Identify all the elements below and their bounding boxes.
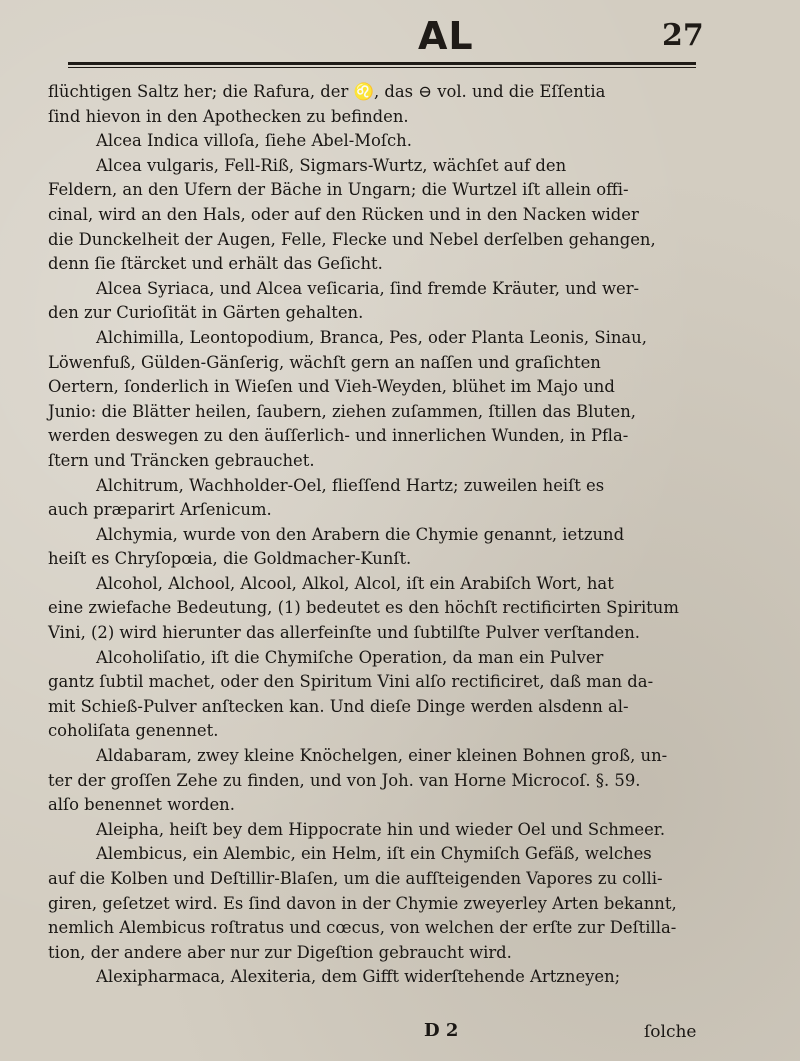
text-line: giren, geſetzet wird. Es ſind davon in der Chymie zweyerley Arten bekannt, bbox=[48, 893, 677, 913]
text-line: flüchtigen Saltz her; die Rafura, der ♌, das ⊖ vol. und die Eſſentia bbox=[48, 82, 606, 101]
header-rule bbox=[68, 62, 696, 65]
text-line: auf die Kolben und Deſtillir-Blaſen, um die aufſteigenden Vapores zu colli- bbox=[48, 869, 663, 888]
text-line: gantz ſubtil machet, oder den Spiritum Vini alſo rectificiret, daß man da- bbox=[48, 672, 654, 692]
text-line: mit Schieß-Pulver anſtecken kan. Und dieſe Dinge werden alsdenn al- bbox=[48, 696, 629, 716]
text-line: denn ſie ſtärcket und erhält das Geſicht. bbox=[48, 254, 383, 274]
text-line: ſind hievon in den Apothecken zu befinden. bbox=[48, 106, 409, 126]
text-line: werden deswegen zu den äuſſerlich- und innerlichen Wunden, in Pfla- bbox=[48, 426, 629, 446]
text-line: Alexipharmaca, Alexiteria, dem Gifft widerſtehende Artzneyen; bbox=[96, 967, 621, 987]
text-line: Löwenfuß, Gülden-Gänſerig, wächſt gern an naſſen und graſichten bbox=[48, 352, 601, 372]
text-line: cinal, wird an den Hals, oder auf den Rücken und in den Nacken wider bbox=[48, 204, 639, 224]
text-line: tion, der andere aber nur zur Digeſtion gebraucht wird. bbox=[48, 942, 512, 962]
text-line: alſo benennet worden. bbox=[48, 795, 235, 815]
text-line: eine zwiefache Bedeutung, (1) bedeutet es den höchſt rectificirten Spiritum bbox=[48, 598, 679, 618]
text-line: ter der groſſen Zehe zu finden, und von Joh. van Horne Microcoſ. §. 59. bbox=[48, 770, 641, 790]
text-line: Oertern, ſonderlich in Wieſen und Vieh-Weyden, blühet im Majo und bbox=[48, 377, 615, 397]
text-line: Junio: die Blätter heilen, ſaubern, ziehen zuſammen, ſtillen das Bluten, bbox=[48, 401, 636, 421]
text-line: Alcea Indica villoſa, ſiehe Abel-Moſch. bbox=[96, 131, 412, 151]
running-head: AL bbox=[418, 14, 474, 58]
text-line: Alcohol, Alchool, Alcool, Alkol, Alcol, iſt ein Arabiſch Wort, hat bbox=[96, 573, 614, 593]
text-line: ſtern und Träncken gebrauchet. bbox=[48, 450, 315, 470]
signature-mark: D 2 bbox=[424, 1020, 459, 1041]
text-line: Alcea vulgaris, Fell-Riß, Sigmars-Wurtz, wächſet auf den bbox=[96, 155, 567, 175]
text-line: Alchymia, wurde von den Arabern die Chymie genannt, ietzund bbox=[96, 524, 625, 544]
text-line: Vini, (2) wird hierunter das allerfeinſte und ſubtilſte Pulver verſtanden. bbox=[48, 623, 640, 643]
text-line: Alcoholiſatio, iſt die Chymiſche Operation, da man ein Pulver bbox=[96, 647, 604, 667]
text-line: Alembicus, ein Alembic, ein Helm, iſt ein Chymiſch Gefäß, welches bbox=[96, 844, 652, 864]
text-line: auch præparirt Arſenicum. bbox=[48, 500, 272, 520]
text-line: Feldern, an den Ufern der Bäche in Ungarn; die Wurtzel iſt allein offi- bbox=[48, 180, 629, 200]
text-line: coholiſata genennet. bbox=[48, 721, 219, 741]
catchword: ſolche bbox=[644, 1022, 697, 1042]
text-line: Alchitrum, Wachholder-Oel, flieſſend Hartz; zuweilen heiſt es bbox=[96, 475, 605, 495]
text-line: Aleipha, heiſt bey dem Hippocrate hin und wieder Oel und Schmeer. bbox=[96, 819, 666, 839]
text-line: Alchimilla, Leontopodium, Branca, Pes, oder Planta Leonis, Sinau, bbox=[96, 327, 647, 347]
text-line: Alcea Syriaca, und Alcea veſicaria, ſind fremde Kräuter, und wer- bbox=[96, 278, 640, 298]
text-line: die Dunckelheit der Augen, Felle, Flecke und Nebel derſelben gehangen, bbox=[48, 229, 656, 249]
page-number: 27 bbox=[662, 18, 704, 53]
text-line: den zur Curioſität in Gärten gehalten. bbox=[48, 303, 364, 323]
text-line: heiſt es Chryſopœia, die Goldmacher-Kunſt. bbox=[48, 549, 412, 569]
text-line: nemlich Alembicus roſtratus und cœcus, von welchen der erſte zur Deſtilla- bbox=[48, 918, 677, 938]
header-rule-thin bbox=[68, 67, 696, 68]
page-text bbox=[48, 80, 708, 990]
text-line: Aldabaram, zwey kleine Knöchelgen, einer kleinen Bohnen groß, un- bbox=[96, 746, 668, 766]
